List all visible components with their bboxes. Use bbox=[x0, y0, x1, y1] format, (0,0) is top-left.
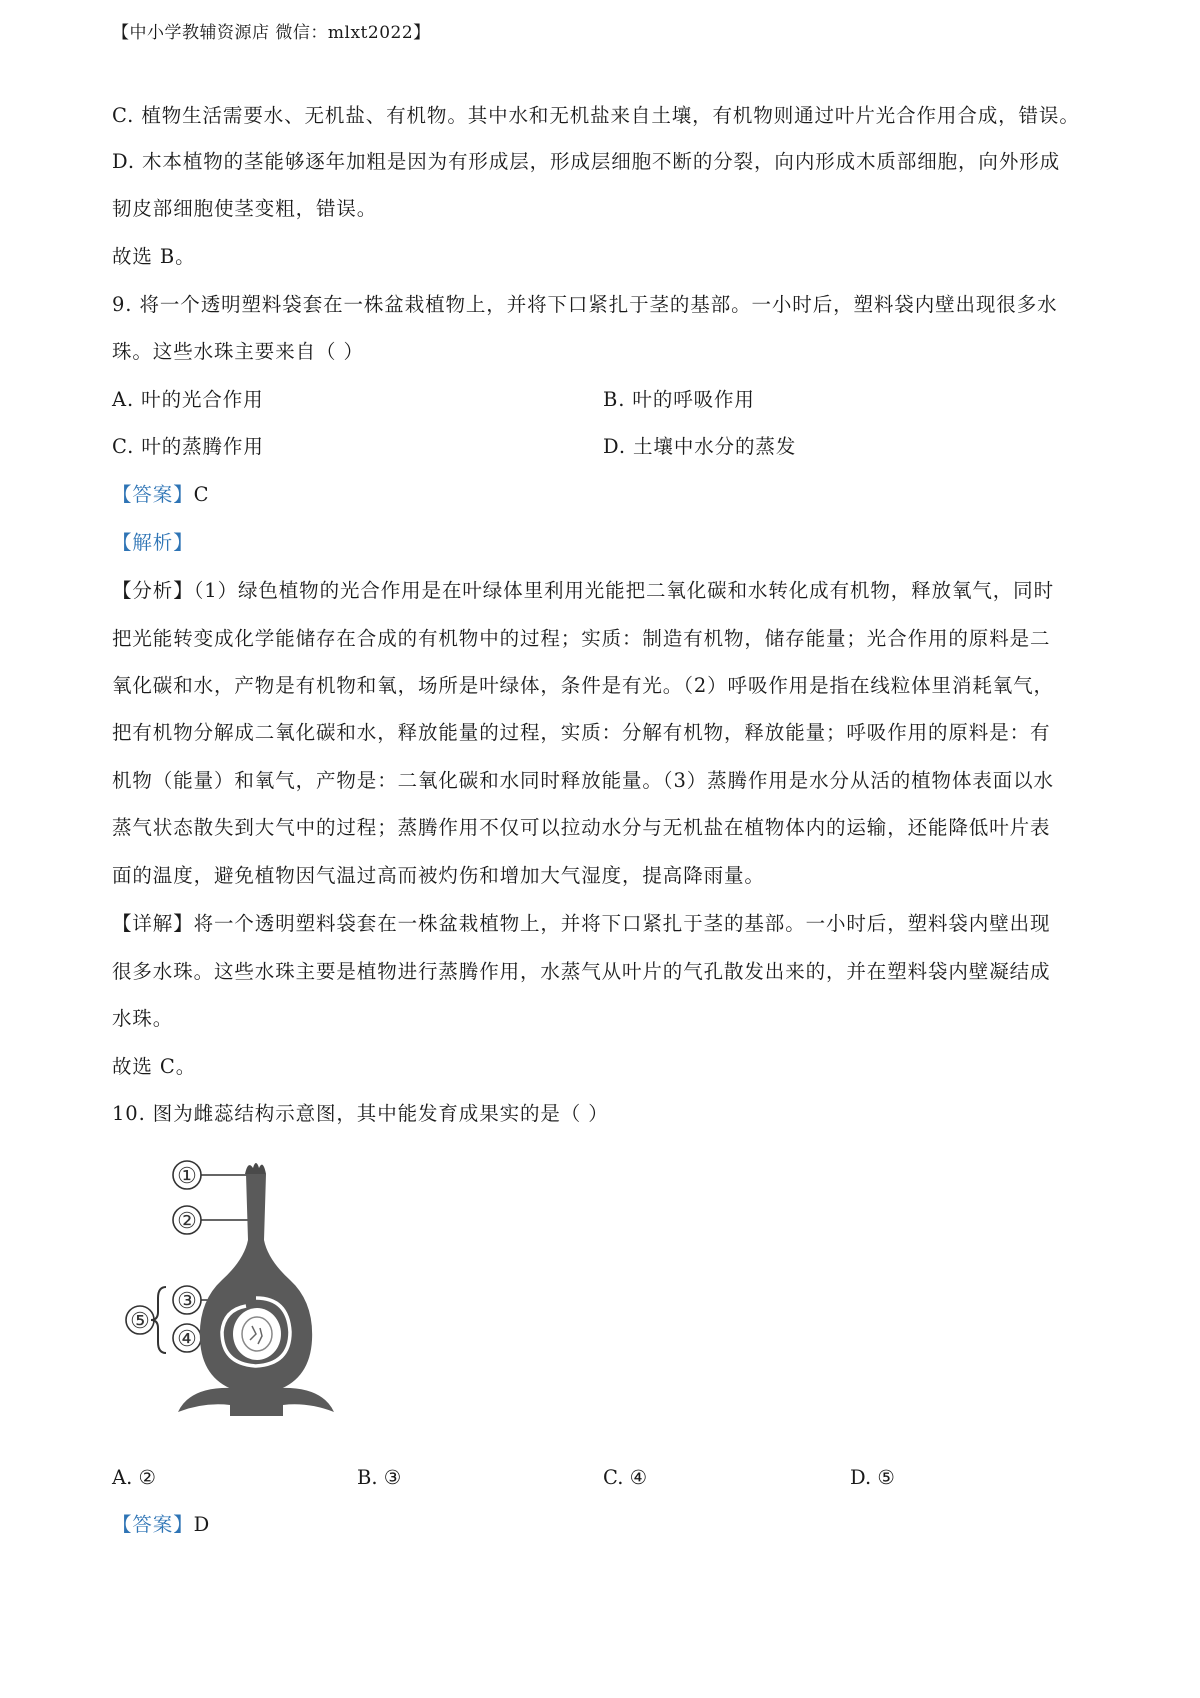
q9-fenxi-line5: 机物（能量）和氧气，产物是：二氧化碳和水同时释放能量。（3）蒸腾作用是水分从活的植物体表面以水 bbox=[112, 769, 1054, 792]
brace-5 bbox=[151, 1287, 166, 1353]
q10-answer-row bbox=[112, 1511, 210, 1539]
q9-xiangjie-line3: 水珠。 bbox=[112, 1007, 174, 1030]
analysis-tag: 【解析】 bbox=[112, 531, 194, 554]
receptacle-base bbox=[178, 1388, 334, 1416]
q10-option-c: C. ④ bbox=[603, 1466, 648, 1489]
q9-option-a: A. 叶的光合作用 bbox=[112, 388, 264, 411]
answer-tag: 【答案】 bbox=[112, 1513, 194, 1536]
q9-fenxi-line6: 蒸气状态散失到大气中的过程；蒸腾作用不仅可以拉动水分与无机盐在植物体内的运输，还能降低叶片表 bbox=[112, 816, 1051, 839]
label-1: ① bbox=[177, 1164, 197, 1189]
q9-xiangjie-line2: 很多水珠。这些水珠主要是植物进行蒸腾作用，水蒸气从叶片的气孔散发出来的，并在塑料袋内壁凝结成 bbox=[112, 960, 1051, 983]
q9-answer-value: C bbox=[193, 483, 210, 506]
q9-option-b: B. 叶的呼吸作用 bbox=[603, 388, 755, 411]
fenxi-tag: 【分析】 bbox=[112, 579, 194, 602]
fenxi-text: （1）绿色植物的光合作用是在叶绿体里利用光能把二氧化碳和水转化成有机物，释放氧气，同时 bbox=[193, 579, 1054, 602]
stigma-shape bbox=[245, 1163, 266, 1174]
xiangjie-text: 将一个透明塑料袋套在一株盆栽植物上，并将下口紧扎于茎的基部。一小时后，塑料袋内壁出现 bbox=[193, 912, 1051, 935]
q9-analysis-tag bbox=[112, 529, 194, 557]
label-2: ② bbox=[177, 1209, 197, 1234]
xiangjie-tag: 【详解】 bbox=[112, 912, 194, 935]
page-header-watermark: 【中小学教辅资源店 微信：mlxt2022】 bbox=[112, 23, 431, 43]
q9-option-c: C. 叶的蒸腾作用 bbox=[112, 435, 264, 458]
q8-option-d-explanation-line1: D. 木本植物的茎能够逐年加粗是因为有形成层，形成层细胞不断的分裂，向内形成木质部细胞，向外形成 bbox=[112, 150, 1061, 173]
answer-tag: 【答案】 bbox=[112, 483, 194, 506]
q10-option-a: A. ② bbox=[112, 1466, 156, 1489]
q10-stem: 10. 图为雌蕊结构示意图，其中能发育成果实的是（ ） bbox=[112, 1102, 609, 1125]
q9-option-d: D. 土壤中水分的蒸发 bbox=[603, 435, 797, 458]
q9-fenxi-line7: 面的温度，避免植物因气温过高而被灼伤和增加大气湿度，提高降雨量。 bbox=[112, 864, 765, 887]
label-5: ⑤ bbox=[130, 1309, 150, 1334]
q9-stem-line1: 9. 将一个透明塑料袋套在一株盆栽植物上，并将下口紧扎于茎的基部。一小时后，塑料袋内壁出现很多水 bbox=[112, 293, 1058, 316]
label-4: ④ bbox=[177, 1327, 197, 1352]
q10-option-d: D. ⑤ bbox=[850, 1466, 895, 1489]
q9-fenxi-line2: 把光能转变成化学能储存在合成的有机物中的过程；实质：制造有机物，储存能量；光合作用的原料是二 bbox=[112, 627, 1051, 650]
q9-conclusion: 故选 C。 bbox=[112, 1055, 197, 1078]
q10-option-b: B. ③ bbox=[357, 1466, 402, 1489]
q9-fenxi-line3: 氧化碳和水，产物是有机物和氧，场所是叶绿体，条件是有光。（2）呼吸作用是指在线粒体里消耗氧气， bbox=[112, 674, 1054, 697]
q9-xiangjie-line1 bbox=[112, 910, 1050, 938]
q8-option-c-explanation: C. 植物生活需要水、无机盐、有机物。其中水和无机盐来自土壤，有机物则通过叶片光合作用合成，错误。 bbox=[112, 104, 1080, 127]
q9-fenxi-line1 bbox=[112, 577, 1054, 605]
q9-stem-line2: 珠。这些水珠主要来自（ ） bbox=[112, 340, 364, 363]
q9-answer-row bbox=[112, 481, 209, 509]
label-3: ③ bbox=[177, 1289, 197, 1314]
q10-answer-value: D bbox=[193, 1513, 211, 1536]
pistil-structure-diagram bbox=[118, 1150, 338, 1425]
q8-option-d-explanation-line2: 韧皮部细胞使茎变粗，错误。 bbox=[112, 197, 378, 220]
ovule bbox=[233, 1308, 281, 1360]
q8-conclusion: 故选 B。 bbox=[112, 245, 196, 268]
q9-fenxi-line4: 把有机物分解成二氧化碳和水，释放能量的过程，实质：分解有机物，释放能量；呼吸作用的原料是：有 bbox=[112, 721, 1051, 744]
